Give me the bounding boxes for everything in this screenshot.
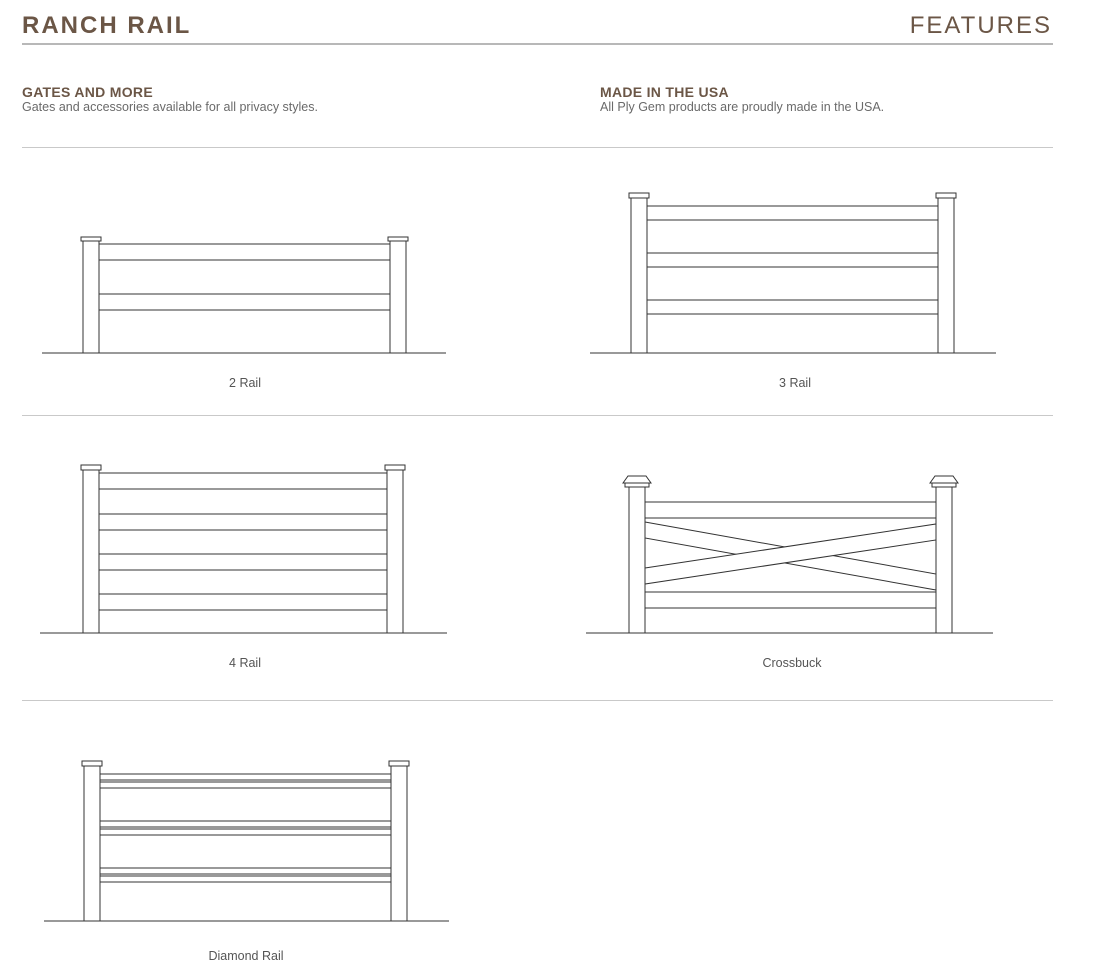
rail <box>100 774 391 788</box>
feature-heading-usa: MADE IN THE USA <box>600 84 729 100</box>
page-title: RANCH RAIL <box>22 12 192 39</box>
post-cap <box>389 761 409 766</box>
feature-description-gates: Gates and accessories available for all privacy styles. <box>22 100 318 114</box>
rail <box>100 868 391 882</box>
section-label: FEATURES <box>909 12 1052 39</box>
post-cap <box>82 761 102 766</box>
caption-2-rail: 2 Rail <box>229 376 261 390</box>
caption-4-rail: 4 Rail <box>229 656 261 670</box>
rail <box>100 821 391 835</box>
caption-diamond-rail: Diamond Rail <box>208 949 284 963</box>
feature-heading-gates: GATES AND MORE <box>22 84 153 100</box>
post <box>84 766 100 921</box>
caption-3-rail: 3 Rail <box>779 376 811 390</box>
caption-crossbuck: Crossbuck <box>762 656 822 670</box>
feature-description-usa: All Ply Gem products are proudly made in the USA. <box>600 100 885 114</box>
post <box>391 766 407 921</box>
